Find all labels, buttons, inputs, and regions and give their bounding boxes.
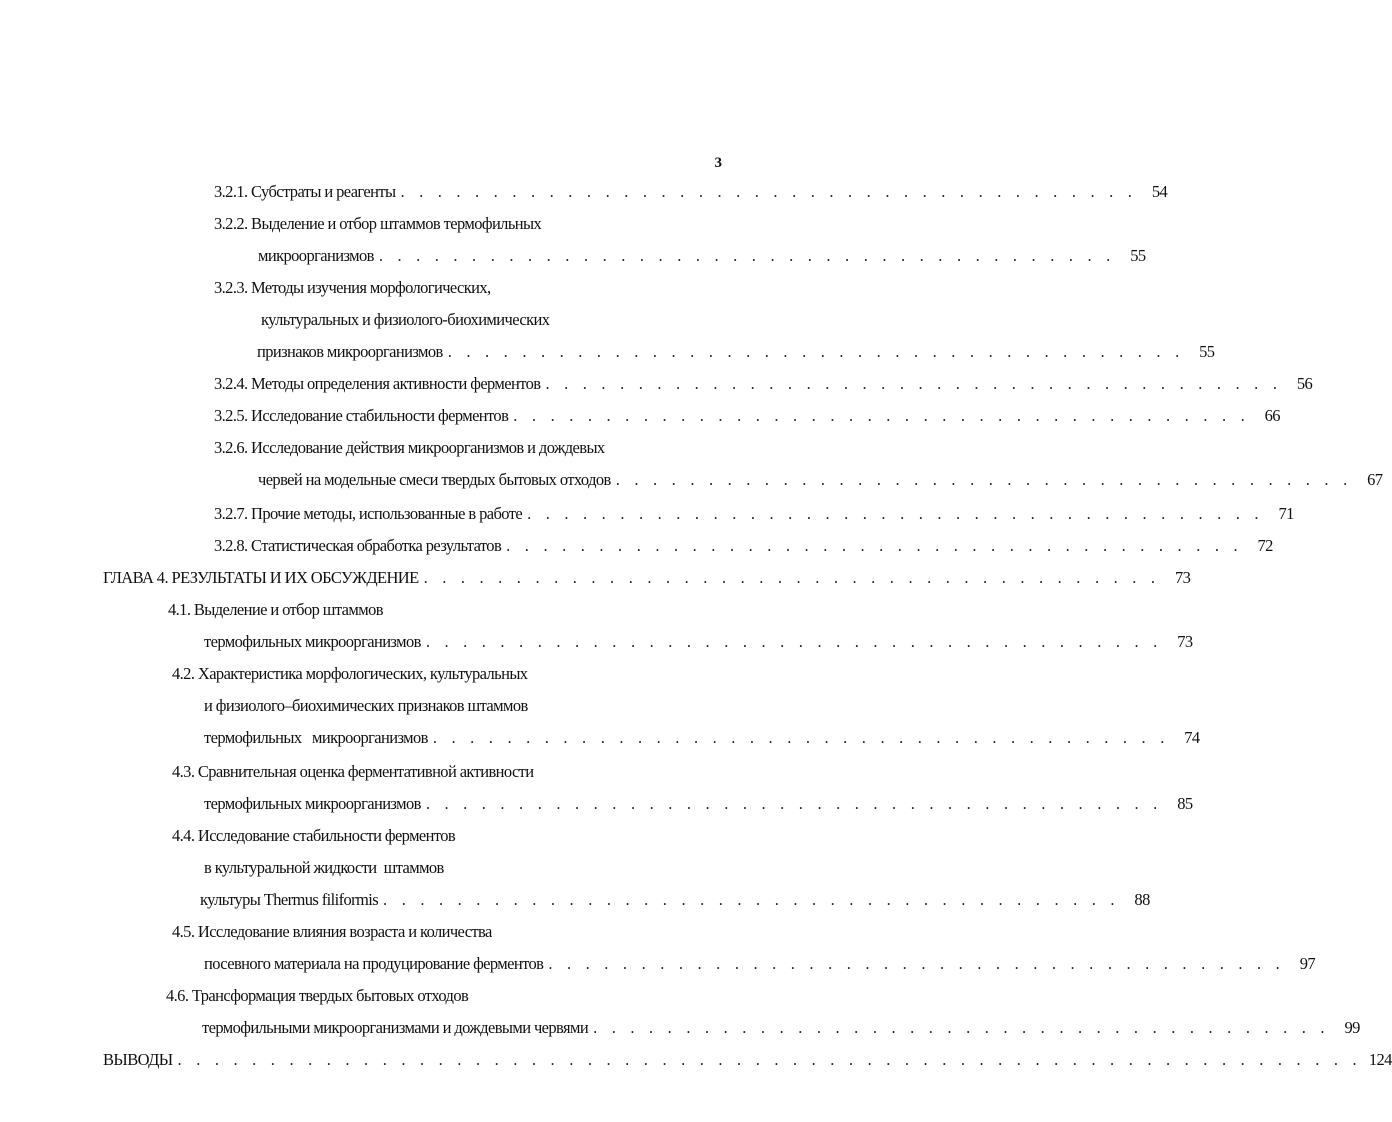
dot-leader: . . . . . . . . . . . . . . . . . . . . . . . . . . . . . . . . . . . . . . . . bbox=[378, 246, 1116, 265]
toc-entry-text: культуры Thermus filiformis bbox=[200, 890, 379, 909]
toc-entry-text: 4.5. Исследование влияния возраста и количества bbox=[172, 922, 492, 941]
toc-entry-3-2-3 bbox=[214, 276, 491, 300]
toc-entry-3-2-2-cont bbox=[258, 244, 1146, 268]
dot-leader: . . . . . . . . . . . . . . . . . . . . . . . . . . . . . . . . . . . . . . . . bbox=[425, 632, 1163, 651]
toc-entry-3-2-5 bbox=[214, 404, 1280, 428]
toc-entry-page: 99 bbox=[1344, 1018, 1360, 1037]
toc-entry-3-2-6-cont bbox=[258, 468, 1383, 492]
toc-entry-4-2-cont1 bbox=[204, 694, 528, 718]
toc-entry-text: ВЫВОДЫ bbox=[103, 1050, 173, 1069]
toc-entry-4-2 bbox=[172, 662, 527, 686]
toc-entry-text: термофильными микроорганизмами и дождевыми червями bbox=[202, 1018, 589, 1037]
toc-entry-4-5 bbox=[172, 920, 492, 944]
toc-entry-4-4-cont1 bbox=[204, 856, 444, 880]
dot-leader: . . . . . . . . . . . . . . . . . . . . . . . . . . . . . . . . . . . . . . . . bbox=[615, 470, 1353, 489]
toc-chapter-4 bbox=[103, 566, 1191, 590]
toc-entry-text: 3.2.1. Субстраты и реагенты bbox=[214, 182, 396, 201]
toc-entry-4-3 bbox=[172, 760, 534, 784]
toc-entry-text: термофильных микроорганизмов bbox=[204, 728, 428, 747]
dot-leader: . . . . . . . . . . . . . . . . . . . . . . . . . . . . . . . . . . . . . . . . bbox=[383, 890, 1120, 909]
toc-entry-text: 3.2.2. Выделение и отбор штаммов термофильных bbox=[214, 214, 542, 233]
toc-entry-text: 4.1. Выделение и отбор штаммов bbox=[168, 600, 383, 619]
toc-entry-3-2-8 bbox=[214, 534, 1273, 558]
dot-leader: . . . . . . . . . . . . . . . . . . . . . . . . . . . . . . . . . . . . . . . . . . . . . . . . . . . . . . . . . . . . . . . . bbox=[177, 1050, 1362, 1069]
toc-entry-page: 55 bbox=[1130, 246, 1146, 265]
toc-entry-page: 54 bbox=[1151, 182, 1168, 201]
toc-entry-page: 55 bbox=[1199, 342, 1215, 361]
toc-entry-text: 4.6. Трансформация твердых бытовых отходов bbox=[166, 986, 469, 1005]
toc-entry-text: ГЛАВА 4. РЕЗУЛЬТАТЫ И ИХ ОБСУЖДЕНИЕ bbox=[103, 568, 419, 587]
toc-entry-4-4-cont2 bbox=[200, 888, 1150, 912]
toc-entry-page: 66 bbox=[1264, 406, 1280, 425]
toc-entry-page: 124 bbox=[1368, 1050, 1392, 1069]
toc-entry-text: 3.2.6. Исследование действия микроорганизмов и дождевых bbox=[214, 438, 605, 457]
toc-entry-page: 71 bbox=[1278, 504, 1294, 523]
toc-entry-4-4 bbox=[172, 824, 455, 848]
toc-entry-page: 73 bbox=[1174, 568, 1191, 587]
toc-entry-page: 73 bbox=[1177, 632, 1193, 651]
dot-leader: . . . . . . . . . . . . . . . . . . . . . . . . . . . . . . . . . . . . . . . . bbox=[506, 536, 1243, 555]
toc-entry-4-5-cont bbox=[204, 952, 1316, 976]
toc-entry-page: 56 bbox=[1296, 374, 1313, 393]
toc-entry-page: 97 bbox=[1299, 954, 1316, 973]
toc-entry-text: посевного материала на продуцирование ферментов bbox=[204, 954, 544, 973]
toc-entry-4-1-cont bbox=[204, 630, 1193, 654]
toc-entry-3-2-1 bbox=[214, 180, 1168, 204]
toc-entry-3-2-4 bbox=[214, 372, 1313, 396]
dot-leader: . . . . . . . . . . . . . . . . . . . . . . . . . . . . . . . . . . . . . . . . bbox=[545, 374, 1283, 393]
toc-entry-text: в культуральной жидкости штаммов bbox=[204, 858, 444, 877]
toc-entry-text: и физиолого–биохимических признаков штаммов bbox=[204, 696, 528, 715]
dot-leader: . . . . . . . . . . . . . . . . . . . . . . . . . . . . . . . . . . . . . . . . bbox=[425, 794, 1163, 813]
dot-leader: . . . . . . . . . . . . . . . . . . . . . . . . . . . . . . . . . . . . . . . . bbox=[447, 342, 1185, 361]
toc-entry-4-1 bbox=[168, 598, 383, 622]
toc-entry-3-2-3-cont1 bbox=[261, 308, 549, 332]
toc-entry-page: 74 bbox=[1184, 728, 1200, 747]
toc-entry-4-3-cont bbox=[204, 792, 1193, 816]
toc-entry-page: 72 bbox=[1257, 536, 1273, 555]
toc-entry-text: 3.2.4. Методы определения активности ферментов bbox=[214, 374, 541, 393]
toc-entry-text: термофильных микроорганизмов bbox=[204, 632, 421, 651]
toc-entry-text: червей на модельные смеси твердых бытовых отходов bbox=[258, 470, 611, 489]
dot-leader: . . . . . . . . . . . . . . . . . . . . . . . . . . . . . . . . . . . . . . . . bbox=[432, 728, 1170, 747]
dot-leader: . . . . . . . . . . . . . . . . . . . . . . . . . . . . . . . . . . . . . . . . bbox=[548, 954, 1286, 973]
dot-leader: . . . . . . . . . . . . . . . . . . . . . . . . . . . . . . . . . . . . . . . . bbox=[513, 406, 1250, 425]
toc-entry-text: 3.2.7. Прочие методы, использованные в работе bbox=[214, 504, 523, 523]
toc-entry-3-2-6 bbox=[214, 436, 605, 460]
dot-leader: . . . . . . . . . . . . . . . . . . . . . . . . . . . . . . . . . . . . . . . . bbox=[400, 182, 1138, 201]
toc-entry-text: признаков микроорганизмов bbox=[257, 342, 443, 361]
toc-entry-text: 4.4. Исследование стабильности ферментов bbox=[172, 826, 456, 845]
toc-entry-text: 4.2. Характеристика морфологических, культуральных bbox=[172, 664, 528, 683]
toc-entry-page: 88 bbox=[1134, 890, 1150, 909]
toc-entry-text: 3.2.3. Методы изучения морфологических, bbox=[214, 278, 491, 297]
toc-entry-text: 4.3. Сравнительная оценка ферментативной активности bbox=[172, 762, 534, 781]
toc-entry-3-2-7 bbox=[214, 502, 1294, 526]
toc-entry-text: 3.2.5. Исследование стабильности ферментов bbox=[214, 406, 509, 425]
toc-entry-3-2-2 bbox=[214, 212, 541, 236]
toc-entry-4-2-cont2 bbox=[204, 726, 1200, 750]
toc-entry-4-6 bbox=[166, 984, 468, 1008]
toc-entry-3-2-3-cont2 bbox=[257, 340, 1215, 364]
toc-entry-page: 85 bbox=[1177, 794, 1193, 813]
toc-entry-4-6-cont bbox=[202, 1016, 1360, 1040]
toc-entry-text: культуральных и физиолого-биохимических bbox=[261, 310, 550, 329]
toc-entry-text: микроорганизмов bbox=[258, 246, 374, 265]
page-number: 3 bbox=[714, 155, 722, 171]
dot-leader: . . . . . . . . . . . . . . . . . . . . . . . . . . . . . . . . . . . . . . . . bbox=[593, 1018, 1330, 1037]
toc-entry-text: термофильных микроорганизмов bbox=[204, 794, 421, 813]
toc-entry-text: 3.2.8. Статистическая обработка результатов bbox=[214, 536, 502, 555]
dot-leader: . . . . . . . . . . . . . . . . . . . . . . . . . . . . . . . . . . . . . . . . bbox=[527, 504, 1264, 523]
dot-leader: . . . . . . . . . . . . . . . . . . . . . . . . . . . . . . . . . . . . . . . . bbox=[423, 568, 1161, 587]
toc-conclusions bbox=[103, 1048, 1392, 1072]
toc-entry-page: 67 bbox=[1367, 470, 1383, 489]
